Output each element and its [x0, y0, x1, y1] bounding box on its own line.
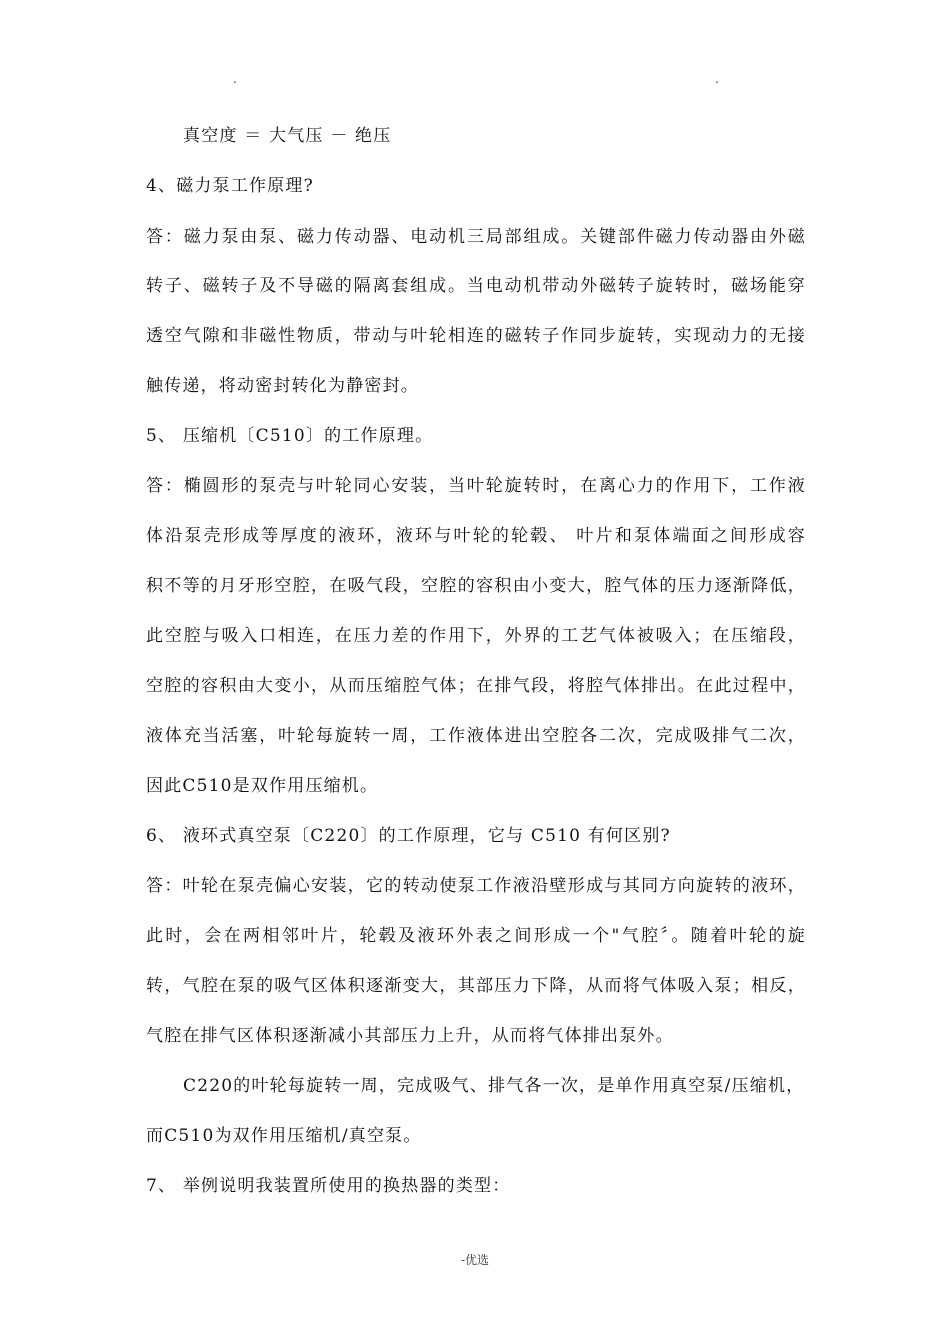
answer-5-line-6: 液体充当活塞，叶轮每旋转一周，工作液体进出空腔各二次，完成吸排气二次， [146, 726, 806, 746]
formula-vacuum-degree: 真空度 ＝ 大气压 － 绝压 [183, 126, 392, 146]
answer-4-line-1: 答：磁力泵由泵、磁力传动器、电动机三局部组成。关键部件磁力传动器由外磁 [146, 227, 806, 247]
answer-5-line-2: 体沿泵壳形成等厚度的液环，液环与叶轮的轮毂、 叶片和泵体端面之间形成容 [146, 526, 806, 546]
answer-5-line-5: 空腔的容积由大变小，从而压缩腔气体；在排气段，将腔气体排出。在此过程中， [146, 676, 806, 696]
answer-4-line-3: 透空气隙和非磁性物质，带动与叶轮相连的磁转子作同步旋转，实现动力的无接 [146, 326, 806, 346]
answer-5-line-3: 积不等的月牙形空腔，在吸气段，空腔的容积由小变大，腔气体的压力逐渐降低， [146, 576, 806, 596]
answer-5-line-1: 答：椭圆形的泵壳与叶轮同心安装，当叶轮旋转时，在离心力的作用下，工作液 [146, 476, 806, 496]
answer-5-line-4: 此空腔与吸入口相连，在压力差的作用下，外界的工艺气体被吸入；在压缩段， [146, 626, 806, 646]
question-7-heading: 7、 举例说明我装置所使用的换热器的类型： [146, 1176, 511, 1196]
page-footer: -优选 [460, 1253, 490, 1267]
question-6-heading: 6、 液环式真空泵〔C220〕的工作原理，它与 C510 有何区别? [146, 826, 671, 846]
answer-5-line-7: 因此C510是双作用压缩机。 [146, 776, 379, 796]
answer-4-line-4: 触传递，将动密封转化为静密封。 [146, 376, 419, 396]
header-mark-left: . [233, 72, 237, 86]
answer-6-line-2: 此时，会在两相邻叶片，轮毂及液环外表之间形成一个"气腔〞。随着叶轮的旋 [146, 926, 806, 946]
answer-6-line-3: 转，气腔在泵的吸气区体积逐渐变大，其部压力下降，从而将气体吸入泵；相反， [146, 976, 806, 996]
header-mark-right: . [715, 72, 719, 86]
answer-6-line-6: 而C510为双作用压缩机/真空泵。 [146, 1126, 422, 1146]
answer-4-line-2: 转子、磁转子及不导磁的隔离套组成。当电动机带动外磁转子旋转时，磁场能穿 [146, 276, 806, 296]
answer-6-line-1: 答：叶轮在泵壳偏心安装，它的转动使泵工作液沿壁形成与其同方向旋转的液环， [146, 876, 806, 896]
question-5-heading: 5、 压缩机〔C510〕的工作原理。 [146, 426, 434, 446]
question-4-heading: 4、磁力泵工作原理? [146, 176, 314, 196]
answer-6-line-4: 气腔在排气区体积逐渐减小其部压力上升，从而将气体排出泵外。 [146, 1026, 674, 1046]
answer-6-line-5: C220的叶轮每旋转一周，完成吸气、排气各一次，是单作用真空泵/压缩机， [183, 1076, 805, 1096]
